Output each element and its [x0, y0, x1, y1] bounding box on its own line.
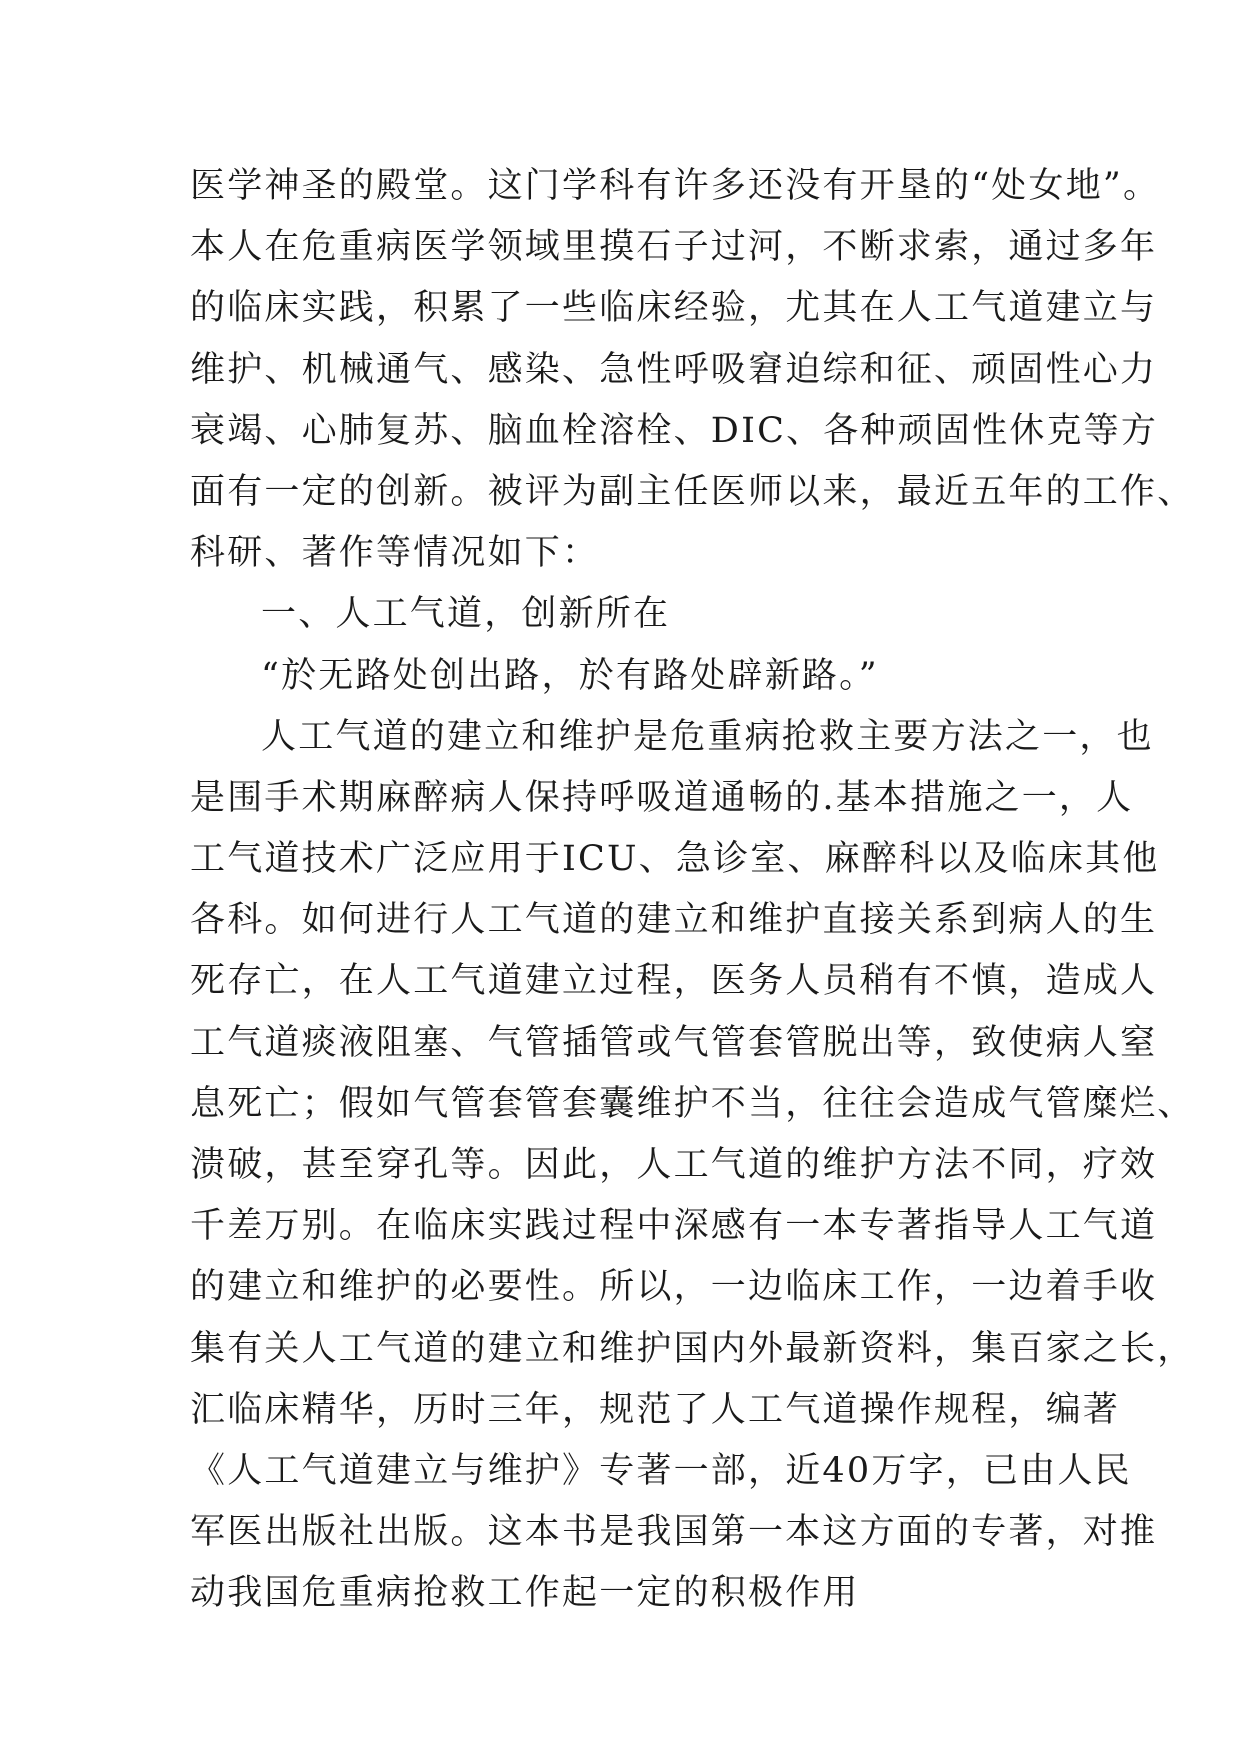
text-line: 面有一定的创新。被评为副主任医师以来，最近五年的工作、 [190, 471, 1195, 512]
quote-line: “於无路处创出路，於有路处辟新路。” [261, 655, 879, 696]
body-text [190, 156, 1195, 1625]
text-line: 各科。如何进行人工气道的建立和维护直接关系到病人的生 [190, 900, 1158, 941]
text-line: 动我国危重病抢救工作起一定的积极作用 [190, 1573, 860, 1614]
text-line: 本人在危重病医学领域里摸石子过河，不断求索，通过多年 [190, 227, 1158, 268]
text-line: 《人工气道建立与维护》专著一部，近40万字，已由人民 [190, 1450, 1132, 1491]
text-line: 汇临床精华，历时三年，规范了人工气道操作规程，编著 [190, 1389, 1121, 1430]
text-line: 工气道技术广泛应用于ICU、急诊室、麻醉科以及临床其他 [190, 839, 1160, 880]
text-line: 科研、著作等情况如下： [190, 533, 600, 574]
text-line: 工气道痰液阻塞、气管插管或气管套管脱出等，致使病人窒 [190, 1022, 1158, 1063]
text-line: 的临床实践，积累了一些临床经验，尤其在人工气道建立与 [190, 288, 1158, 329]
text-line: 千差万别。在临床实践过程中深感有一本专著指导人工气道 [190, 1206, 1158, 1247]
text-line: 军医出版社出版。这本书是我国第一本这方面的专著，对推 [190, 1512, 1158, 1553]
text-line: 的建立和维护的必要性。所以，一边临床工作，一边着手收 [190, 1267, 1158, 1308]
section-heading: 一、人工气道，创新所在 [261, 594, 671, 635]
paragraph-first-line: 人工气道的建立和维护是危重病抢救主要方法之一，也 [261, 716, 1154, 757]
text-line: 集有关人工气道的建立和维护国内外最新资料，集百家之长， [190, 1328, 1195, 1369]
text-line: 死存亡，在人工气道建立过程，医务人员稍有不慎，造成人 [190, 961, 1158, 1002]
text-line: 息死亡；假如气管套管套囊维护不当，往往会造成气管糜烂、 [190, 1083, 1195, 1124]
text-line: 溃破，甚至穿孔等。因此，人工气道的维护方法不同，疗效 [190, 1145, 1158, 1185]
text-line: 医学神圣的殿堂。这门学科有许多还没有开垦的“处女地”。 [190, 166, 1161, 206]
text-line: 是围手术期麻醉病人保持呼吸道通畅的.基本措施之一，人 [190, 777, 1134, 818]
text-line: 衰竭、心肺复苏、脑血栓溶栓、DIC、各种顽固性休克等方 [190, 410, 1159, 451]
text-line: 维护、机械通气、感染、急性呼吸窘迫综和征、顽固性心力 [190, 349, 1158, 390]
